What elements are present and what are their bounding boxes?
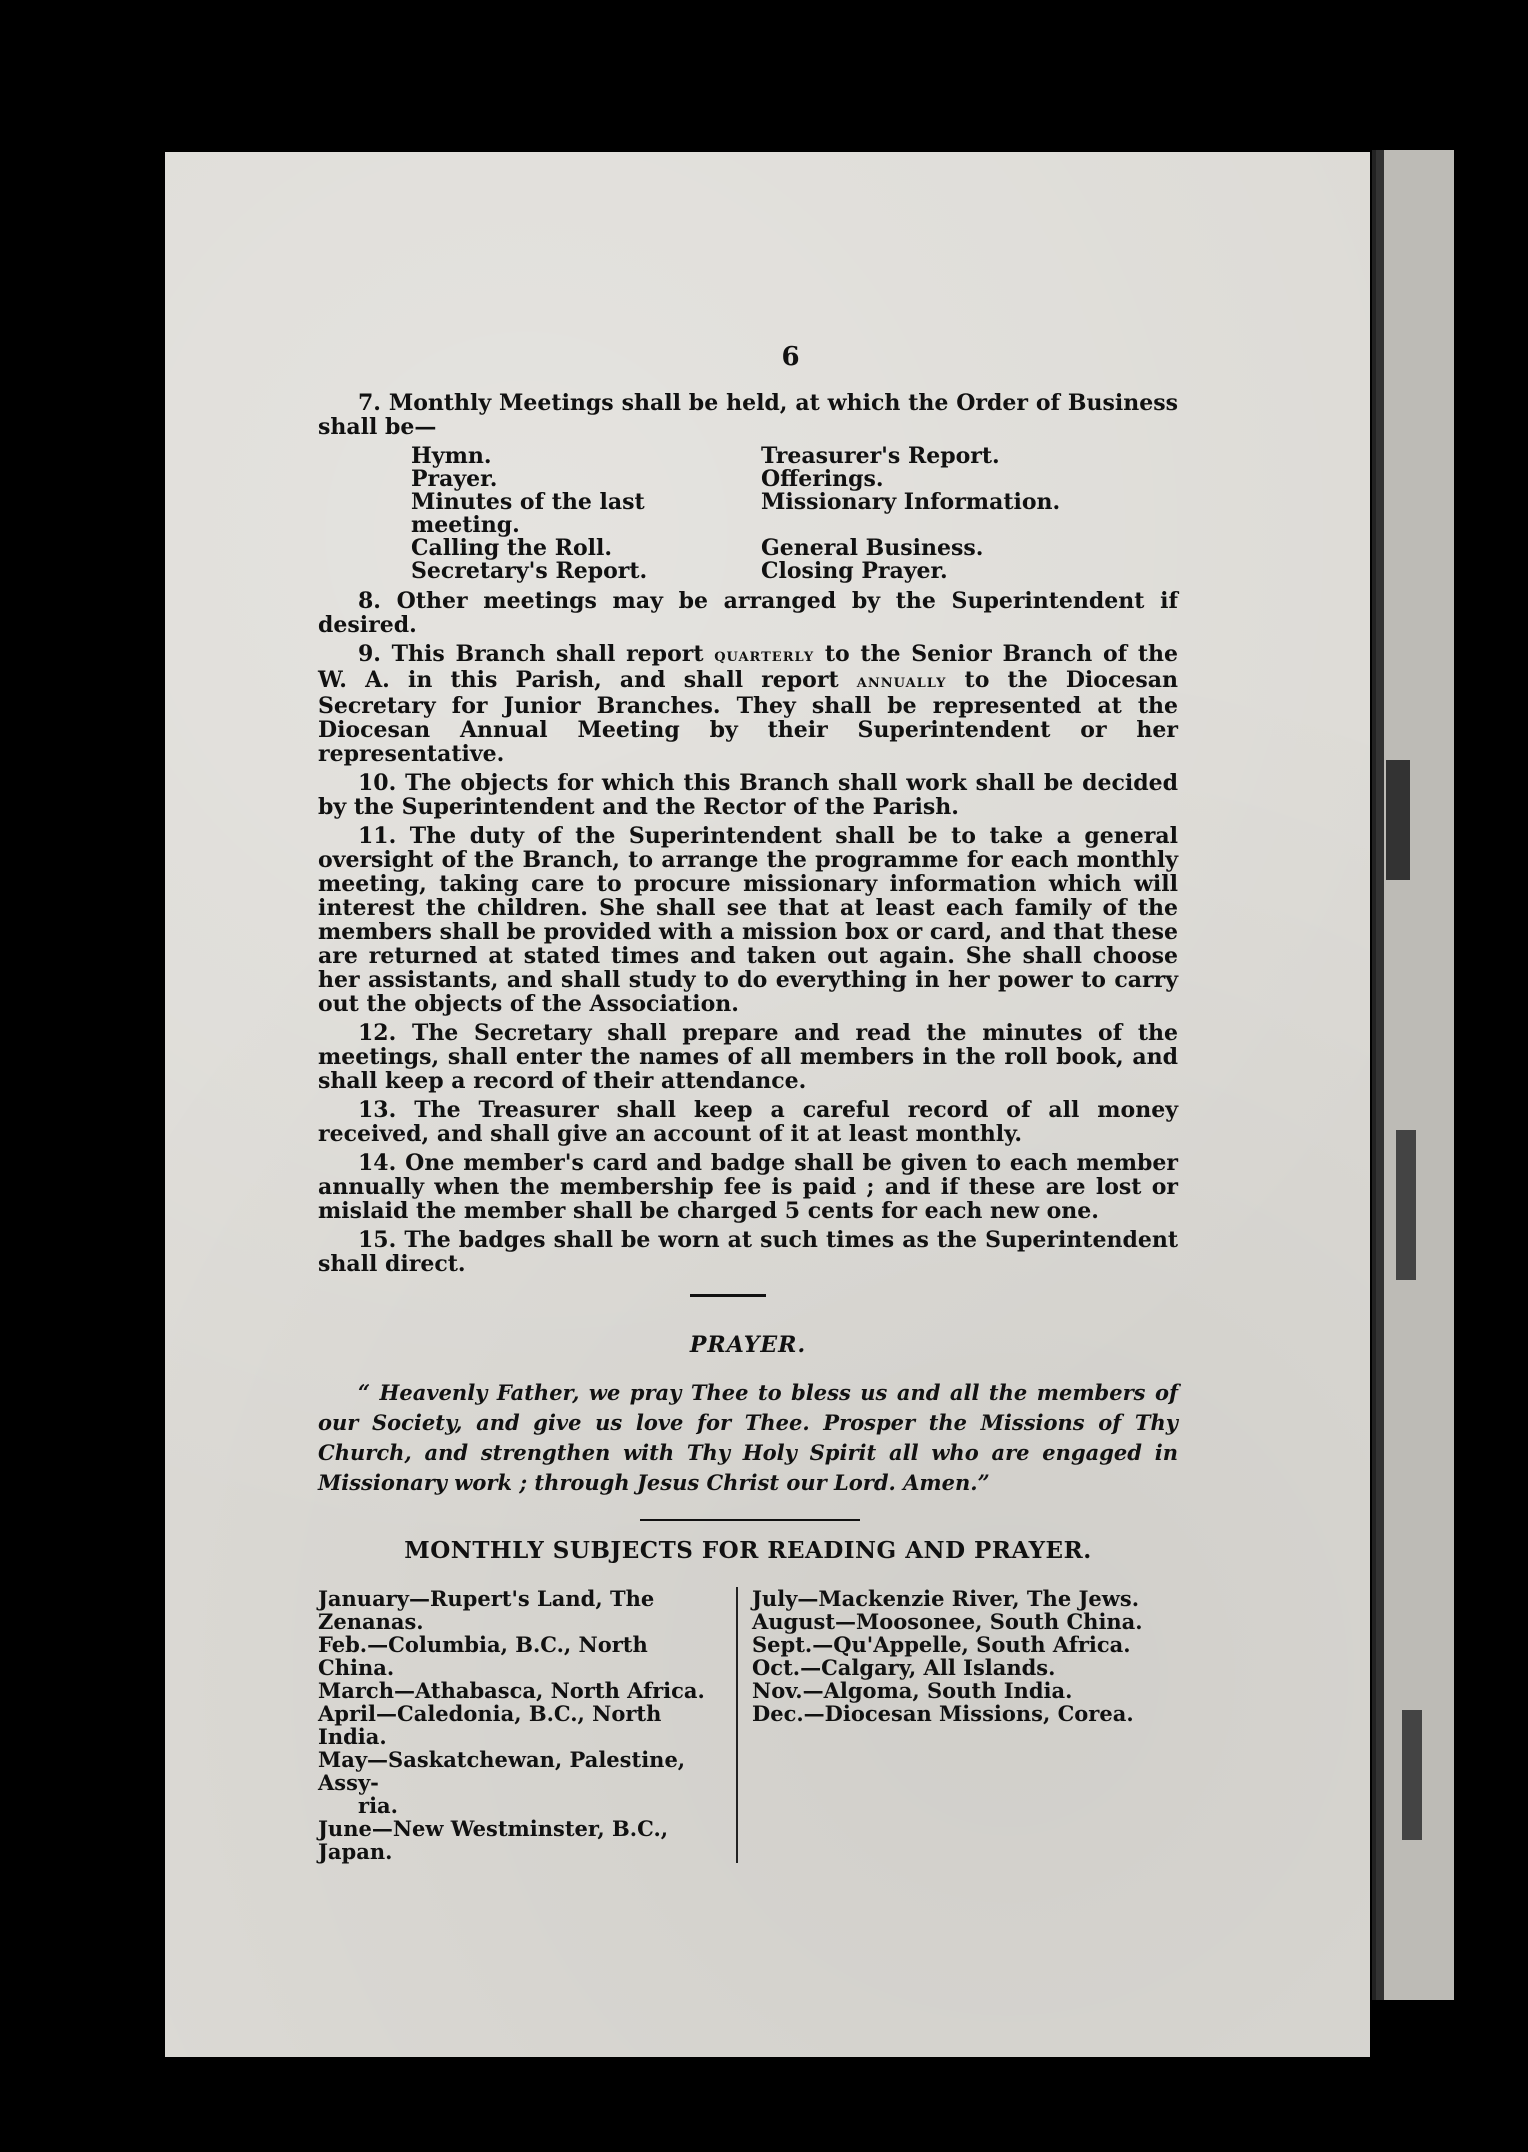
subject-item: January—Rupert's Land, The Zenanas. (318, 1586, 655, 1634)
prayer-heading: PRAYER. (689, 1332, 807, 1358)
order-item: Calling the Roll. (411, 535, 613, 561)
page-content (318, 342, 1178, 1864)
rule-10: 10. The objects for which this Branch shall work shall be decided by the Superintendent and the Rector of the Parish. (318, 770, 1178, 820)
order-item: Minutes of the last meeting. (411, 489, 645, 538)
subjects-right-column (738, 1587, 1168, 1863)
subjects-heading: MONTHLY SUBJECTS FOR READING AND PRAYER. (404, 1537, 1092, 1564)
order-item: Offerings. (761, 466, 884, 492)
rule-12: 12. The Secretary shall prepare and read the minutes of the meetings, shall enter the names of all members in the roll book, and shall keep a record of their attendance. (318, 1020, 1178, 1094)
rule-11: 11. The duty of the Superintendent shall be to take a general oversight of the Branch, to arrange the programme for each monthly meeting, taking care to procure missionary information which will interest the children. She shall see that at least each family of the members shall be provided with a mission box or card, and that these are returned at stated times and taken out again. She shall choose her assistants, and shall study to do everything in her power to carry out the objects of the Association. (318, 823, 1178, 1017)
subject-item: ria. (358, 1793, 398, 1818)
subject-item: May—Saskatchewan, Palestine, Assy- (318, 1747, 686, 1795)
rule-13: 13. The Treasurer shall keep a careful record of all money received, and shall give an account of it at least monthly. (318, 1097, 1178, 1147)
subjects-table (318, 1587, 1178, 1863)
order-item: Secretary's Report. (411, 558, 648, 584)
rule-8: 8. Other meetings may be arranged by the Superintendent if desired. (318, 588, 1178, 638)
subject-item: August—Moosonee, South China. (752, 1609, 1143, 1634)
subject-item: Nov.—Algoma, South India. (752, 1678, 1073, 1703)
subjects-left-column (318, 1587, 738, 1863)
subject-item: Feb.—Columbia, B.C., North China. (318, 1632, 648, 1680)
rule-9: 9. This Branch shall report quarterly to the Senior Branch of the W. A. in this Parish, and shall report annually to the Diocesan Secretary for Junior Branches. They shall be represented at the Diocesan Annual Meeting by their Superintendent or her representative. (318, 641, 1178, 767)
next-page-edge (1372, 150, 1454, 2000)
order-item: Prayer. (411, 466, 498, 492)
rule-15: 15. The badges shall be worn at such times as the Superintendent shall direct. (318, 1227, 1178, 1277)
order-item: Missionary Information. (761, 489, 1061, 515)
order-item: General Business. (761, 535, 984, 561)
subject-item: April—Caledonia, B.C., North India. (318, 1701, 662, 1749)
page-number: 6 (781, 342, 800, 372)
subject-item: June—New Westminster, B.C., Japan. (318, 1816, 669, 1864)
order-item: Treasurer's Report. (761, 443, 1000, 469)
rule-14: 14. One member's card and badge shall be given to each member annually when the membership fee is paid ; and if these are lost or mislaid the member shall be charged 5 cents for each new one. (318, 1150, 1178, 1224)
subject-item: Sept.—Qu'Appelle, South Africa. (752, 1632, 1131, 1657)
order-item: Hymn. (411, 443, 492, 469)
order-item: Closing Prayer. (761, 558, 948, 584)
section-divider (690, 1294, 766, 1297)
section-divider (640, 1519, 860, 1521)
subject-item: Oct.—Calgary, All Islands. (752, 1655, 1056, 1680)
subject-item: Dec.—Diocesan Missions, Corea. (752, 1701, 1134, 1726)
order-of-business (411, 445, 1178, 583)
prayer-text: “ Heavenly Father, we pray Thee to bless us and all the members of our Society, and give us love for Thee. Prosper the Missions of Thy Church, and strengthen with Thy Holy Spirit all who are engaged in Missionary work ; through Jesus Christ our Lord. Amen.” (318, 1380, 1178, 1495)
rule-7: 7. Monthly Meetings shall be held, at which the Order of Business shall be— (318, 390, 1178, 440)
subject-item: July—Mackenzie River, The Jews. (752, 1586, 1140, 1611)
subject-item: March—Athabasca, North Africa. (318, 1678, 705, 1703)
